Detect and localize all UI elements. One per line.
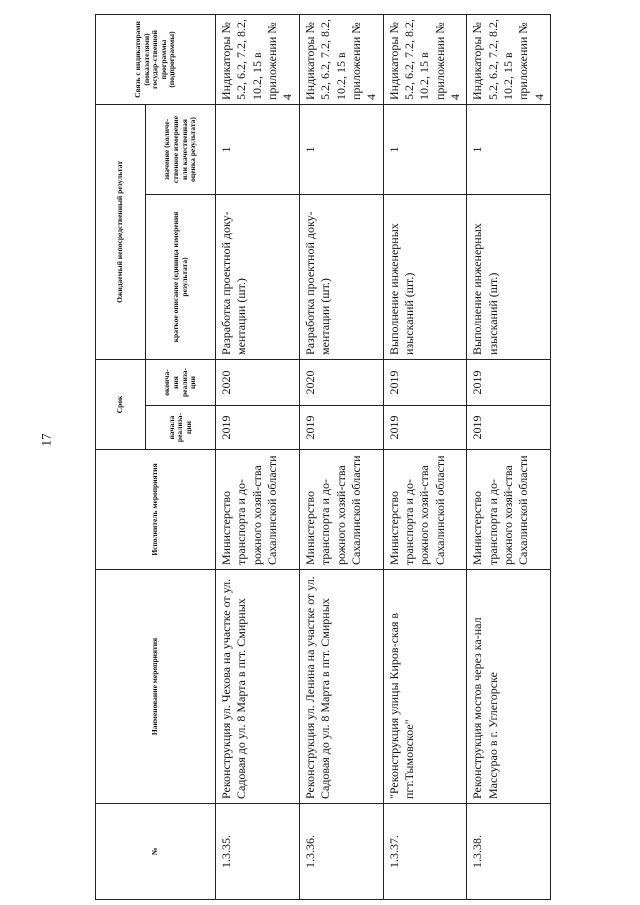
- row-link: Индикаторы № 5.2, 6.2, 7.2, 8.2, 10.2, 15 в приложении № 4: [383, 14, 467, 104]
- row-end: 2019: [383, 359, 467, 405]
- page-number: 17: [38, 433, 54, 447]
- row-value: 1: [299, 104, 383, 194]
- row-num: 1.3.38.: [467, 804, 551, 900]
- row-start: 2019: [383, 406, 467, 450]
- header-name: Наименование мероприятия: [96, 570, 216, 804]
- row-start: 2019: [467, 406, 551, 450]
- row-desc: Разработка проектной доку-ментации (шт.): [216, 194, 300, 359]
- row-desc: Выполнение инженерных изысканий (шт.): [467, 194, 551, 359]
- header-link: Связь с индикаторами (показателями) государ-ственной программы (подпрограммы): [96, 14, 216, 104]
- header-term-start: начала реализа-ции: [146, 406, 216, 450]
- table-row: [467, 14, 551, 899]
- table-row: [383, 14, 467, 899]
- header-term: Срок: [96, 359, 146, 449]
- table-row: [216, 14, 300, 899]
- row-value: 1: [216, 104, 300, 194]
- header-result: Ожидаемый непосредственный результат: [96, 104, 146, 359]
- row-name: Реконструкция ул. Чехова на участке от ул. Садовая до ул. 8 Марта в пгт. Смирных: [216, 570, 300, 804]
- row-value: 1: [383, 104, 467, 194]
- header-term-end: оконча-ния реализа-ции: [146, 359, 216, 405]
- measures-table: [95, 14, 551, 900]
- row-executor: Министерство транспорта и до-рожного хозяй-ства Сахалинской области: [383, 450, 467, 570]
- row-end: 2020: [299, 359, 383, 405]
- header-result-value: значение (количе-ственное измерение или качественная оценка результата): [146, 104, 216, 194]
- row-executor: Министерство транспорта и до-рожного хозяй-ства Сахалинской области: [216, 450, 300, 570]
- row-name: "Реконструкция улицы Киров-ская в пгт.Тымовское": [383, 570, 467, 804]
- row-value: 1: [467, 104, 551, 194]
- row-start: 2019: [216, 406, 300, 450]
- row-end: 2019: [467, 359, 551, 405]
- row-link: Индикаторы № 5.2, 6.2, 7.2, 8.2, 10.2, 15 в приложении № 4: [299, 14, 383, 104]
- row-executor: Министерство транспорта и до-рожного хозяй-ства Сахалинской области: [467, 450, 551, 570]
- row-name: Реконструкция ул. Ленина на участке от ул. Садовая до ул. 8 Марта в пгт. Смирных: [299, 570, 383, 804]
- row-num: 1.3.35.: [216, 804, 300, 900]
- table-row: [299, 14, 383, 899]
- header-executor: Исполнитель мероприятия: [96, 450, 216, 570]
- row-executor: Министерство транспорта и до-рожного хозяй-ства Сахалинской области: [299, 450, 383, 570]
- row-num: 1.3.37.: [383, 804, 467, 900]
- header-num: №: [96, 804, 216, 900]
- rotated-table-container: [95, 15, 546, 900]
- row-link: Индикаторы № 5.2, 6.2, 7.2, 8.2, 10.2, 15 в приложении № 4: [216, 14, 300, 104]
- row-desc: Разработка проектной доку-ментации (шт.): [299, 194, 383, 359]
- row-name: Реконструкция мостов через ка-нал Массурао в г. Углегорске: [467, 570, 551, 804]
- row-end: 2020: [216, 359, 300, 405]
- row-desc: Выполнение инженерных изысканий (шт.): [383, 194, 467, 359]
- row-num: 1.3.36.: [299, 804, 383, 900]
- row-link: Индикаторы № 5.2, 6.2, 7.2, 8.2, 10.2, 15 в приложении № 4: [467, 14, 551, 104]
- row-start: 2019: [299, 406, 383, 450]
- header-result-desc: краткое описание (единица измерения результата): [146, 194, 216, 359]
